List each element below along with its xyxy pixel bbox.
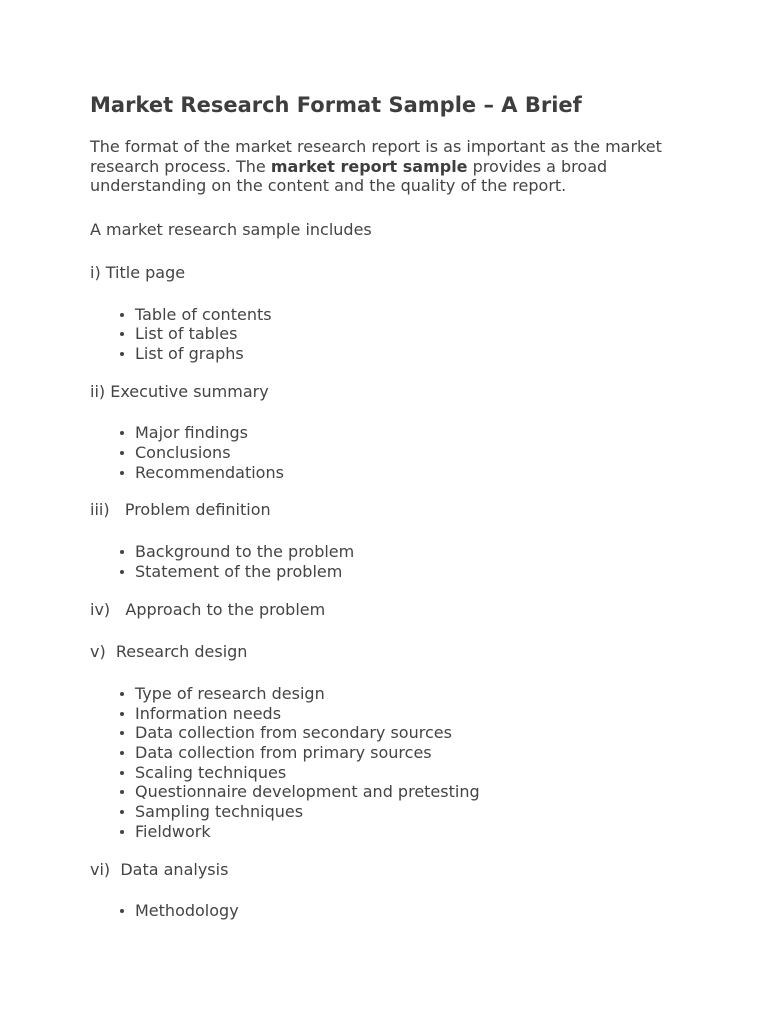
section-heading: v) Research design (90, 642, 248, 662)
includes-line: A market research sample includes (90, 220, 372, 240)
bullet-list (90, 542, 690, 581)
list-item: List of graphs (135, 344, 690, 364)
bullet-list (90, 901, 690, 921)
bullet-list (90, 684, 690, 842)
section-heading: vi) Data analysis (90, 859, 229, 879)
list-item: Statement of the problem (135, 562, 690, 582)
page-title: Market Research Format Sample – A Brief (90, 93, 582, 117)
list-item: Recommendations (135, 463, 690, 483)
intro-text-after: provides a broad understanding on the content and the quality of the report. (90, 156, 608, 196)
section-heading: iv) Approach to the problem (90, 599, 326, 619)
list-item: Scaling techniques (135, 763, 690, 783)
list-item: Data collection from secondary sources (135, 723, 690, 743)
document-page (90, 88, 690, 921)
list-item: Questionnaire development and pretesting (135, 782, 690, 802)
sections-container (90, 263, 690, 921)
list-item: Methodology (135, 901, 690, 921)
list-item: Table of contents (135, 305, 690, 325)
intro-paragraph (90, 137, 690, 196)
list-item: Fieldwork (135, 822, 690, 842)
list-item: Background to the problem (135, 542, 690, 562)
section-heading: iii) Problem definition (90, 500, 271, 520)
list-item: Information needs (135, 704, 690, 724)
section-heading: ii) Executive summary (90, 381, 269, 401)
intro-text-before: The format of the market research report is as important as the market research process. The (90, 137, 662, 176)
list-item: Data collection from primary sources (135, 743, 690, 763)
section-heading: i) Title page (90, 262, 186, 282)
intro-bold-phrase: market report sample (270, 156, 468, 176)
list-item: Major findings (135, 423, 690, 443)
list-item: Type of research design (135, 684, 690, 704)
bullet-list (90, 305, 690, 364)
bullet-list (90, 423, 690, 482)
list-item: Conclusions (135, 443, 690, 463)
list-item: List of tables (135, 324, 690, 344)
list-item: Sampling techniques (135, 802, 690, 822)
